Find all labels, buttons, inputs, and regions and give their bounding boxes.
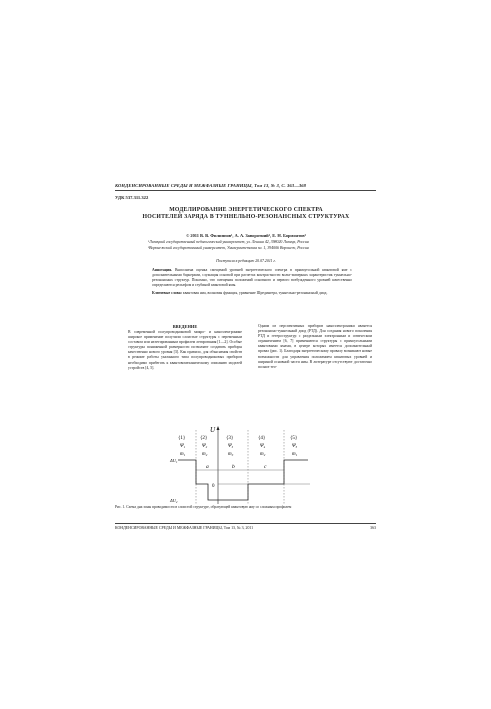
keywords-label: Ключевые слова: — [152, 291, 182, 295]
udc-code: УДК 537.311.322 — [115, 195, 149, 200]
zero-label: 0 — [212, 484, 215, 489]
page-footer — [115, 526, 376, 530]
psi-label: Ψ₁ — [180, 444, 186, 449]
width-b: b — [232, 464, 235, 470]
axis-arrow — [217, 426, 220, 430]
footer-journal: КОНДЕНСИРОВАННЫЕ СРЕДЫ И МЕЖФАЗНЫЕ ГРАНИЦЫ, Том 13, № 3, 2011 — [115, 526, 254, 530]
region-label: {3} — [226, 436, 234, 441]
section-heading: ВВЕДЕНИЕ — [172, 324, 198, 329]
region-label: {1} — [178, 436, 186, 441]
keywords-text: квантовая яма, волновая функция, уравнение Шредингера, туннельно-резонансный диод. — [182, 291, 328, 295]
axis-label: U — [210, 426, 216, 434]
footer-rule — [115, 523, 376, 524]
psi-label: Ψ₅ — [292, 444, 298, 449]
header-rule — [115, 190, 376, 191]
delta-u1-label: ΔU₁ — [170, 458, 178, 463]
abstract-text: Выполнена оценка смещений уровней энергетического спектра в прямоугольной квантовой яме с дополнительными барьерами, служащая основой при расчетах контрастности вольт-амперных характеристик туннельно-резонансных структур. Показано, что смещения положений основного и первого возбужденного уровней качественно определяются рельефом и глубиной квантовой ямы. — [152, 268, 352, 287]
potential-diagram — [140, 426, 340, 504]
region-label: {2} — [200, 436, 208, 441]
running-head: КОНДЕНСИРОВАННЫЕ СРЕДЫ И МЕЖФАЗНЫЕ ГРАНИЦЫ, Том 13, № 3, С. 363—368 — [115, 183, 307, 188]
authors: © 2011 В. В. Филиппов¹, А. А. Заворотний¹, Е. Н. Бормонтов² — [186, 233, 306, 238]
left-column-text: В современной полупроводниковой микро- и наноэлектронике широкое применение получили слоистые структуры с переменным составом или нелегированным профилем легирования [1—2]. Особые структуры пониженной размерности позволяют создавать приборы качественно нового уровня [3]. Как правило, для объяснения свойств в режиме работы указанного типа полупроводниковых приборов необходимо прибегать к квантовомеханическому описанию моделей устройств [4, 5]. — [128, 330, 242, 370]
psi-label: Ψ₂ — [202, 444, 208, 449]
delta-u2-label: ΔU₂ — [170, 498, 178, 503]
title-line: МОДЕЛИРОВАНИЕ ЭНЕРГЕТИЧЕСКОГО СПЕКТРА — [169, 207, 323, 213]
affiliation-2: ²Воронежский государственный университет, Университетская пл. 1, 394006 Воронеж, Россия — [148, 246, 309, 250]
mass-label: m₁ — [180, 452, 186, 457]
region-label: {5} — [290, 436, 298, 441]
mass-label: m₃ — [228, 452, 234, 457]
title-line: НОСИТЕЛЕЙ ЗАРЯДА В ТУННЕЛЬНО-РЕЗОНАНСНЫХ СТРУКТУРАХ — [142, 214, 350, 220]
affiliation-1: ¹Липецкий государственный педагогический университет, ул. Ленина 42, 398020 Липецк, Россия — [148, 240, 309, 244]
abstract-label: Аннотация. — [152, 268, 173, 272]
figure-caption: Рис. 1. Схема дна зоны проводимости в слоистой структуре, образующей квантовую яму со сложным профилем — [115, 505, 292, 509]
psi-label: Ψ₄ — [260, 444, 266, 449]
mass-label: m₂ — [260, 452, 266, 457]
page-number: 363 — [370, 526, 376, 530]
psi-label: Ψ₃ — [228, 444, 234, 449]
keywords — [152, 291, 352, 296]
article-title — [130, 207, 362, 221]
abstract — [152, 268, 352, 288]
mass-label: m₂ — [202, 452, 208, 457]
received-date: Поступила в редакцию 20.07.2011 г. — [216, 259, 276, 263]
potential-profile — [178, 460, 308, 500]
width-c: c — [264, 464, 267, 470]
mass-label: m₁ — [292, 452, 298, 457]
right-column-text: Одним из перспективных приборов наноэлектроники является резонансно-туннельный диод (РТД). Для создания нового поколения РТД и гетероструктур с раздельным электронным и оптическим ограничением [6, 7] применяются структуры с прямоугольными квантовыми ямами, в центре которых имеется дополнительный провал (рис. 1). Благодаря энергетическому провалу возникают новые возможности для управления положением квантовых уровней и шириной основной части ямы. В литературе отсутствуют достаточно полное тео- — [258, 324, 372, 369]
width-a: a — [206, 464, 209, 470]
region-label: {4} — [258, 436, 266, 441]
